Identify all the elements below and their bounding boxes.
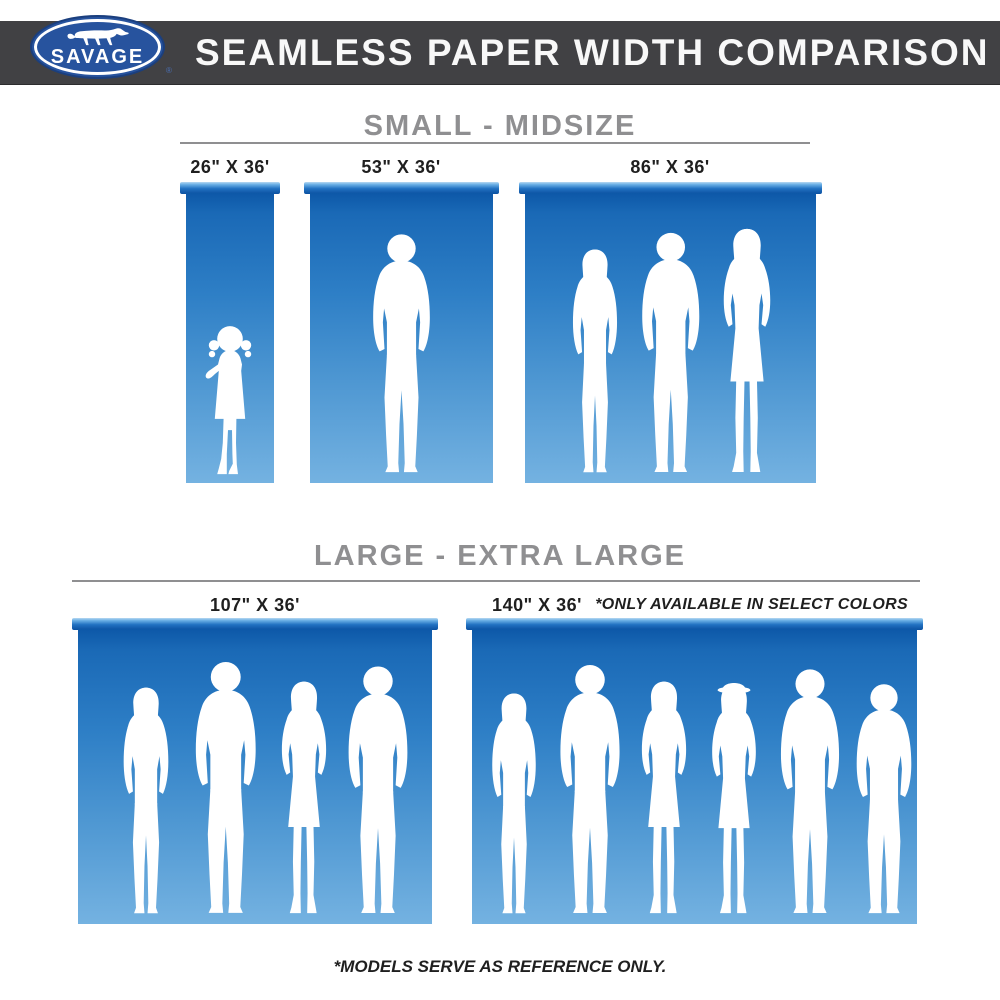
paper-backdrop bbox=[472, 629, 917, 924]
woman-silhouette bbox=[573, 250, 617, 473]
paper-backdrop bbox=[78, 629, 432, 924]
man-silhouette bbox=[857, 684, 912, 913]
savage-logo bbox=[30, 15, 165, 79]
paper-backdrop bbox=[186, 193, 274, 483]
page-title: SEAMLESS PAPER WIDTH COMPARISON bbox=[195, 32, 990, 73]
section-divider bbox=[72, 580, 920, 582]
woman-skirt-silhouette bbox=[282, 682, 326, 913]
paper-backdrop bbox=[310, 193, 493, 483]
girl-silhouette bbox=[206, 326, 252, 474]
man-silhouette bbox=[642, 233, 699, 472]
logo-brand-text: SAVAGE bbox=[50, 46, 145, 68]
panel-107x36 bbox=[78, 618, 432, 924]
models-disclaimer: *MODELS SERVE AS REFERENCE ONLY. bbox=[333, 957, 667, 976]
section-divider bbox=[180, 142, 810, 144]
select-colors-note: *ONLY AVAILABLE IN SELECT COLORS bbox=[595, 596, 908, 613]
size-label-140: 140" X 36' bbox=[492, 595, 582, 615]
man-silhouette bbox=[560, 665, 619, 913]
size-label-86: 86" X 36' bbox=[630, 157, 710, 177]
size-label-107: 107" X 36' bbox=[210, 595, 300, 615]
registered-trademark: ® bbox=[166, 66, 172, 75]
panel-53x36 bbox=[310, 182, 493, 483]
man-silhouette bbox=[196, 662, 256, 913]
panel-26x36 bbox=[186, 182, 274, 483]
size-label-53: 53" X 36' bbox=[361, 157, 441, 177]
panel-86x36 bbox=[525, 182, 816, 483]
size-label-26: 26" X 36' bbox=[190, 157, 270, 177]
woman-hat-silhouette bbox=[712, 683, 756, 913]
man-silhouette bbox=[349, 666, 408, 913]
woman-silhouette bbox=[492, 694, 536, 914]
panel-140x36 bbox=[472, 618, 917, 924]
panther-icon bbox=[65, 24, 131, 47]
woman-silhouette bbox=[124, 688, 169, 914]
woman-skirt-silhouette bbox=[724, 229, 770, 472]
section-heading-large-xl: LARGE - EXTRA LARGE bbox=[313, 540, 687, 572]
section-heading-small-midsize: SMALL - MIDSIZE bbox=[363, 110, 637, 142]
paper-backdrop bbox=[525, 193, 816, 483]
man-silhouette bbox=[781, 669, 839, 913]
woman-skirt-silhouette bbox=[642, 682, 686, 913]
man-silhouette bbox=[373, 234, 430, 472]
